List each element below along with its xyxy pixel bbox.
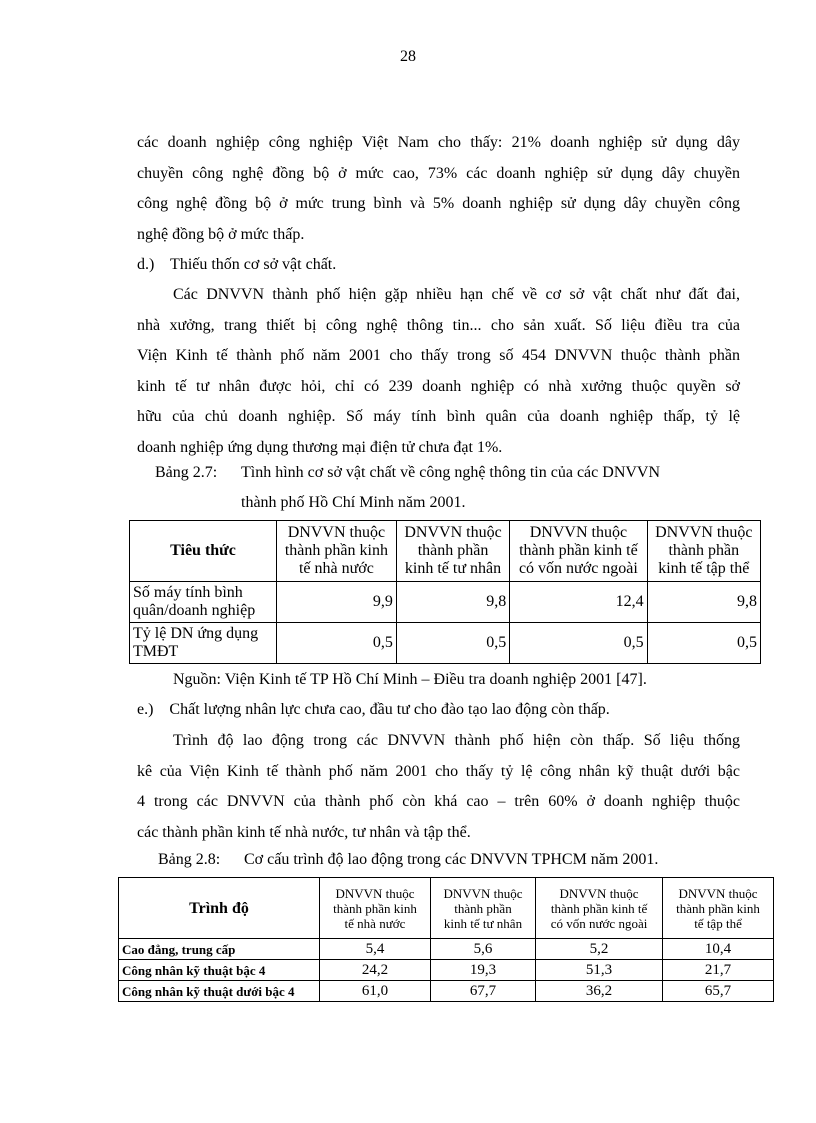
row-label: Công nhân kỹ thuật bậc 4 [119, 960, 320, 981]
row-label: Tỷ lệ DN ứng dụng TMĐT [130, 623, 277, 664]
table-row [119, 939, 774, 960]
table-cell: 24,2 [320, 960, 431, 981]
row-label: Cao đẳng, trung cấp [119, 939, 320, 960]
table-cell: 0,5 [277, 623, 397, 664]
text-line: nghệ đồng bộ ở mức thấp. [137, 225, 305, 243]
table-cell: 12,4 [510, 582, 647, 623]
table-row [119, 981, 774, 1002]
table-cell: 67,7 [430, 981, 535, 1002]
column-header: Trình độ [119, 878, 320, 939]
paragraph-intro [137, 128, 740, 250]
column-header: Tiêu thức [130, 521, 277, 582]
table-cell: 0,5 [510, 623, 647, 664]
table-cell: 51,3 [536, 960, 663, 981]
table-cell: 9,9 [277, 582, 397, 623]
table-cell: 9,8 [647, 582, 760, 623]
table-source: Nguồn: Viện Kinh tế TP Hồ Chí Minh – Điều tra doanh nghiệp 2001 [47]. [173, 671, 647, 688]
table-cell: 21,7 [663, 960, 774, 981]
caption-label: Bảng 2.7: [155, 464, 218, 481]
table-cell: 10,4 [663, 939, 774, 960]
table-labor-structure [118, 877, 774, 1002]
text-line: hữu của chủ doanh nghiệp. Số máy tính bình quân của doanh nghiệp thấp, tỷ lệ [137, 408, 740, 425]
column-header: DNVVN thuộc thành phần kinh tế có vốn nước ngoài [510, 521, 647, 582]
table-caption-2-7 [155, 458, 660, 488]
column-header: DNVVN thuộc thành phần kinh tế có vốn nước ngoài [536, 878, 663, 939]
column-header: DNVVN thuộc thành phần kinh tế tập thể [663, 878, 774, 939]
table-caption-2-8 [158, 845, 658, 875]
row-label: Công nhân kỹ thuật dưới bậc 4 [119, 981, 320, 1002]
table-cell: 5,2 [536, 939, 663, 960]
table-cell: 19,3 [430, 960, 535, 981]
table-header-row [130, 521, 761, 582]
section-heading-d: d.) Thiếu thốn cơ sở vật chất. [137, 256, 337, 273]
row-label: Số máy tính bình quân/doanh nghiệp [130, 582, 277, 623]
caption-text: Cơ cấu trình độ lao động trong các DNVVN TPHCM năm 2001. [244, 851, 659, 868]
table-cell: 5,4 [320, 939, 431, 960]
text-line: kinh tế tư nhân được hỏi, chỉ có 239 doanh nghiệp có nhà xưởng thuộc quyền sở [137, 377, 740, 395]
text-line: chuyền công nghệ đồng bộ ở mức cao, 73% các doanh nghiệp sử dụng dây chuyền [137, 164, 740, 182]
column-header: DNVVN thuộc thành phần kinh tế nhà nước [320, 878, 431, 939]
text-line: nhà xưởng, trang thiết bị công nghệ thông tin... cho sản xuất. Số liệu điều tra của [137, 316, 740, 334]
text-line: kê của Viện Kinh tế thành phố năm 2001 cho thấy tỷ lệ công nhân kỹ thuật dưới bậc [137, 762, 740, 780]
table-row [130, 582, 761, 623]
text-line: Viện Kinh tế thành phố năm 2001 cho thấy trong số 454 DNVVN thuộc thành phần [137, 347, 740, 364]
table-cell: 61,0 [320, 981, 431, 1002]
table-cell: 36,2 [536, 981, 663, 1002]
text-line: 4 trong các DNVVN của thành phố còn khá cao – trên 60% ở doanh nghiệp thuộc [137, 793, 740, 810]
table-row [130, 623, 761, 664]
table-cell: 0,5 [396, 623, 509, 664]
table-cell: 65,7 [663, 981, 774, 1002]
caption-label: Bảng 2.8: [158, 851, 221, 868]
column-header: DNVVN thuộc thành phần kinh tế tư nhân [396, 521, 509, 582]
text-line: các doanh nghiệp công nghiệp Việt Nam cho thấy: 21% doanh nghiệp sử dụng dây [137, 134, 740, 151]
table-header-row [119, 878, 774, 939]
page-number: 28 [400, 48, 416, 65]
text-line: các thành phần kinh tế nhà nước, tư nhân và tập thể. [137, 823, 471, 841]
paragraph-labor [137, 726, 740, 848]
table-cell: 0,5 [647, 623, 760, 664]
text-line: doanh nghiệp ứng dụng thương mại điện tử chưa đạt 1%. [137, 438, 503, 456]
paragraph-facilities [137, 280, 740, 463]
column-header: DNVVN thuộc thành phần kinh tế tập thể [647, 521, 760, 582]
section-heading-e: e.) Chất lượng nhân lực chưa cao, đầu tư cho đào tạo lao động còn thấp. [137, 701, 610, 718]
table-it-facilities [129, 520, 761, 664]
table-cell: 5,6 [430, 939, 535, 960]
caption-text: Tình hình cơ sở vật chất về công nghệ thông tin của các DNVVN [241, 464, 661, 481]
column-header: DNVVN thuộc thành phần kinh tế tư nhân [430, 878, 535, 939]
text-line: công nghệ đồng bộ ở mức trung bình và 5% doanh nghiệp sử dụng dây chuyền công [137, 195, 740, 212]
text-line: Các DNVVN thành phố hiện gặp nhiều hạn chế về cơ sở vật chất như đất đai, [173, 286, 740, 303]
text-line: Trình độ lao động trong các DNVVN thành phố hiện còn thấp. Số liệu thống [173, 732, 740, 749]
table-row [119, 960, 774, 981]
column-header: DNVVN thuộc thành phần kinh tế nhà nước [277, 521, 397, 582]
table-cell: 9,8 [396, 582, 509, 623]
table-caption-2-7-line2: thành phố Hồ Chí Minh năm 2001. [241, 494, 466, 511]
